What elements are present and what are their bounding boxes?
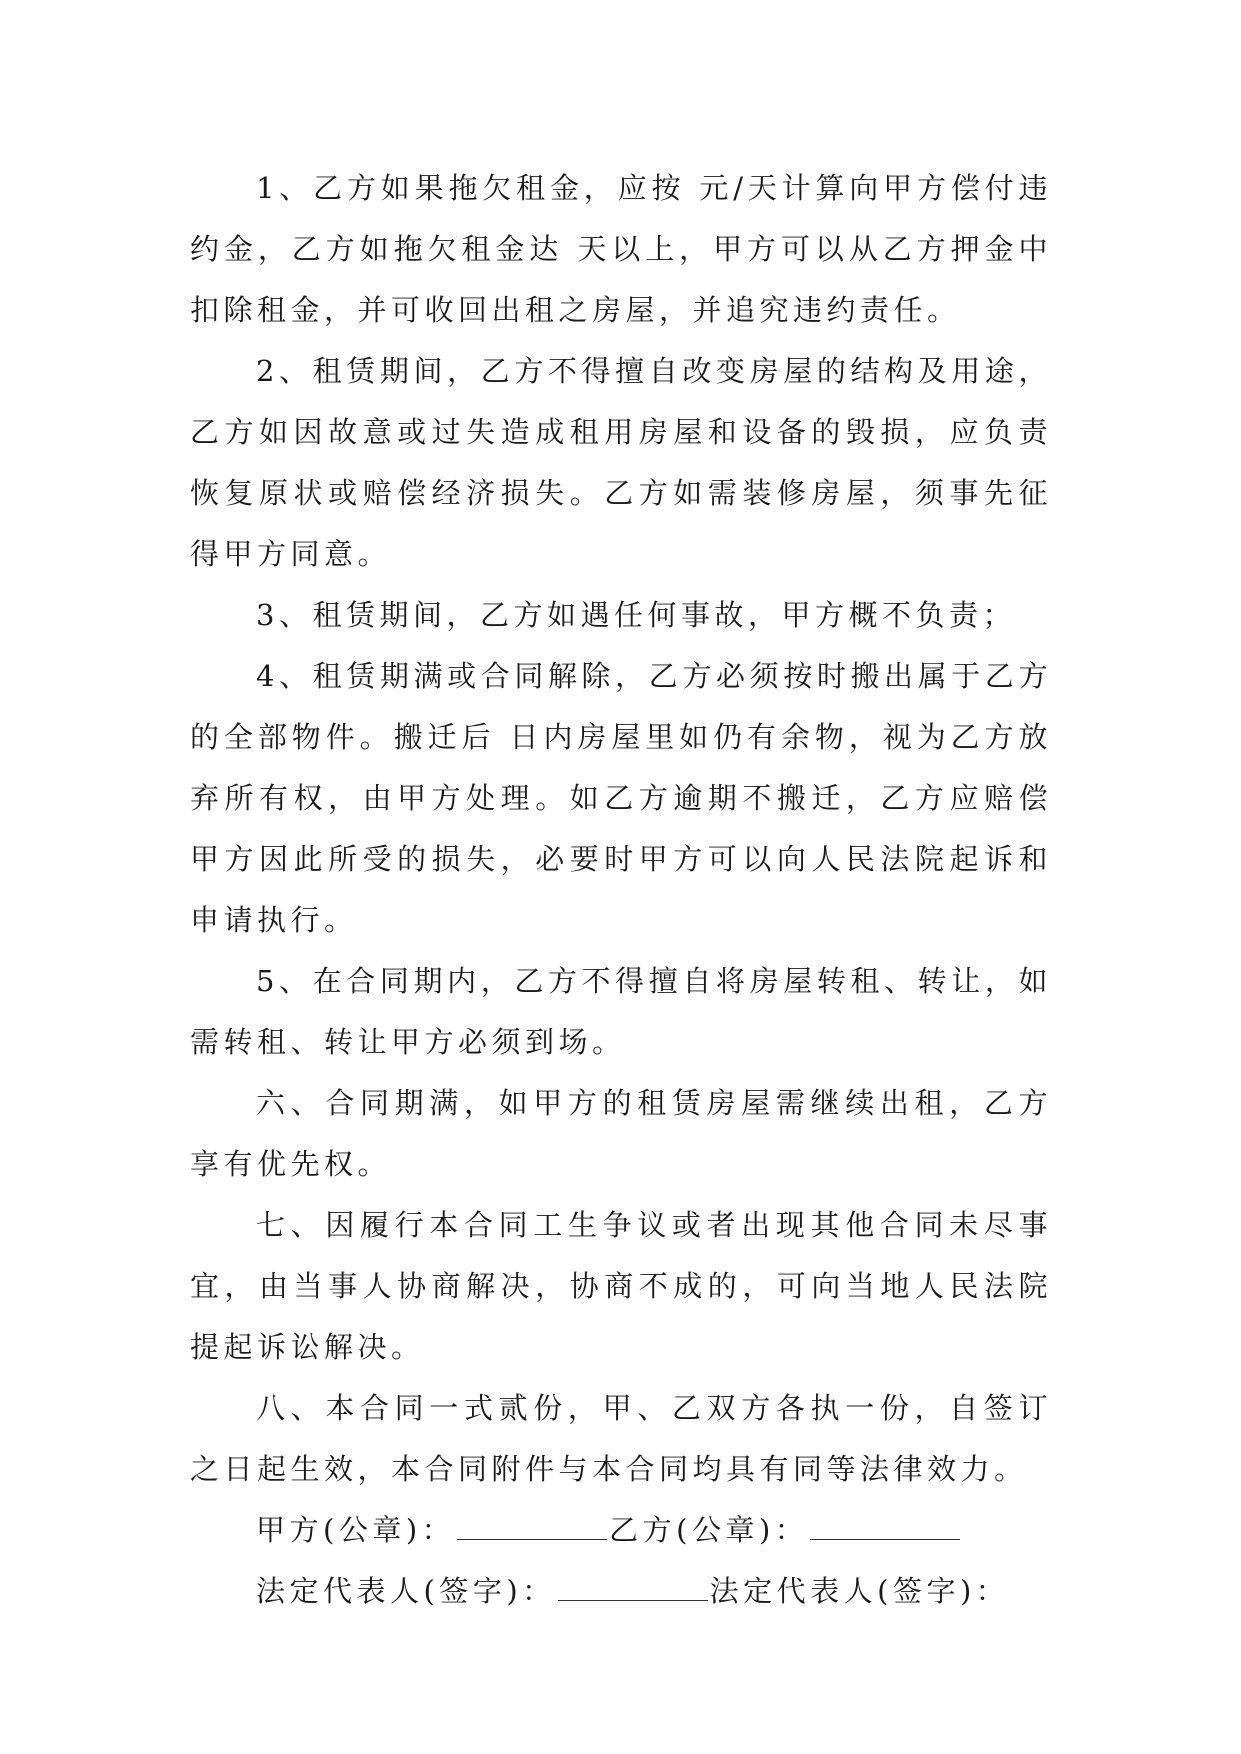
clause-7: 七、因履行本合同工生争议或者出现其他合同未尽事宜，由当事人协商解决，协商不成的，可向当地人民法院提起诉讼解决。 [190, 1208, 1052, 1364]
party-a-seal-label: 甲方(公章)： [256, 1513, 456, 1547]
clause-2: 2、租赁期间，乙方不得擅自改变房屋的结构及用途，乙方如因故意或过失造成租用房屋和设备的毁损，应负责恢复原状或赔偿经济损失。乙方如需装修房屋，须事先征得甲方同意。 [190, 354, 1052, 571]
clause-1: 1、乙方如果拖欠租金，应按 元/天计算向甲方偿付违约金，乙方如拖欠租金达 天以上，甲方可以从乙方押金中扣除租金，并可收回出租之房屋，并追究违约责任。 [190, 171, 1052, 327]
seal-signature-line [190, 1500, 1052, 1561]
party-b-seal-blank[interactable] [810, 1521, 960, 1540]
clause-3: 3、租赁期间，乙方如遇任何事故，甲方概不负责； [256, 598, 1016, 632]
legal-rep-a-blank[interactable] [558, 1582, 708, 1601]
clause-6: 六、合同期满，如甲方的租赁房屋需继续出租，乙方享有优先权。 [190, 1086, 1052, 1181]
party-a-seal-blank[interactable] [457, 1521, 607, 1540]
legal-rep-a-label: 法定代表人(签字)： [256, 1574, 556, 1608]
clause-4: 4、租赁期满或合同解除，乙方必须按时搬出属于乙方的全部物件。搬迁后 日内房屋里如仍有余物，视为乙方放弃所有权，由甲方处理。如乙方逾期不搬迁，乙方应赔偿甲方因此所受的损失，必要时甲方可以向人民法院起诉和申请执行。 [190, 659, 1052, 937]
legal-rep-b-label: 法定代表人(签字)： [709, 1574, 1010, 1608]
legal-rep-signature-line [190, 1561, 1052, 1622]
party-b-seal-label: 乙方(公章)： [609, 1513, 809, 1547]
contract-body [190, 158, 1052, 1622]
clause-8: 八、本合同一式贰份，甲、乙双方各执一份，自签订之日起生效，本合同附件与本合同均具有同等法律效力。 [190, 1391, 1052, 1486]
clause-5: 5、在合同期内，乙方不得擅自将房屋转租、转让，如需转租、转让甲方必须到场。 [190, 964, 1052, 1059]
